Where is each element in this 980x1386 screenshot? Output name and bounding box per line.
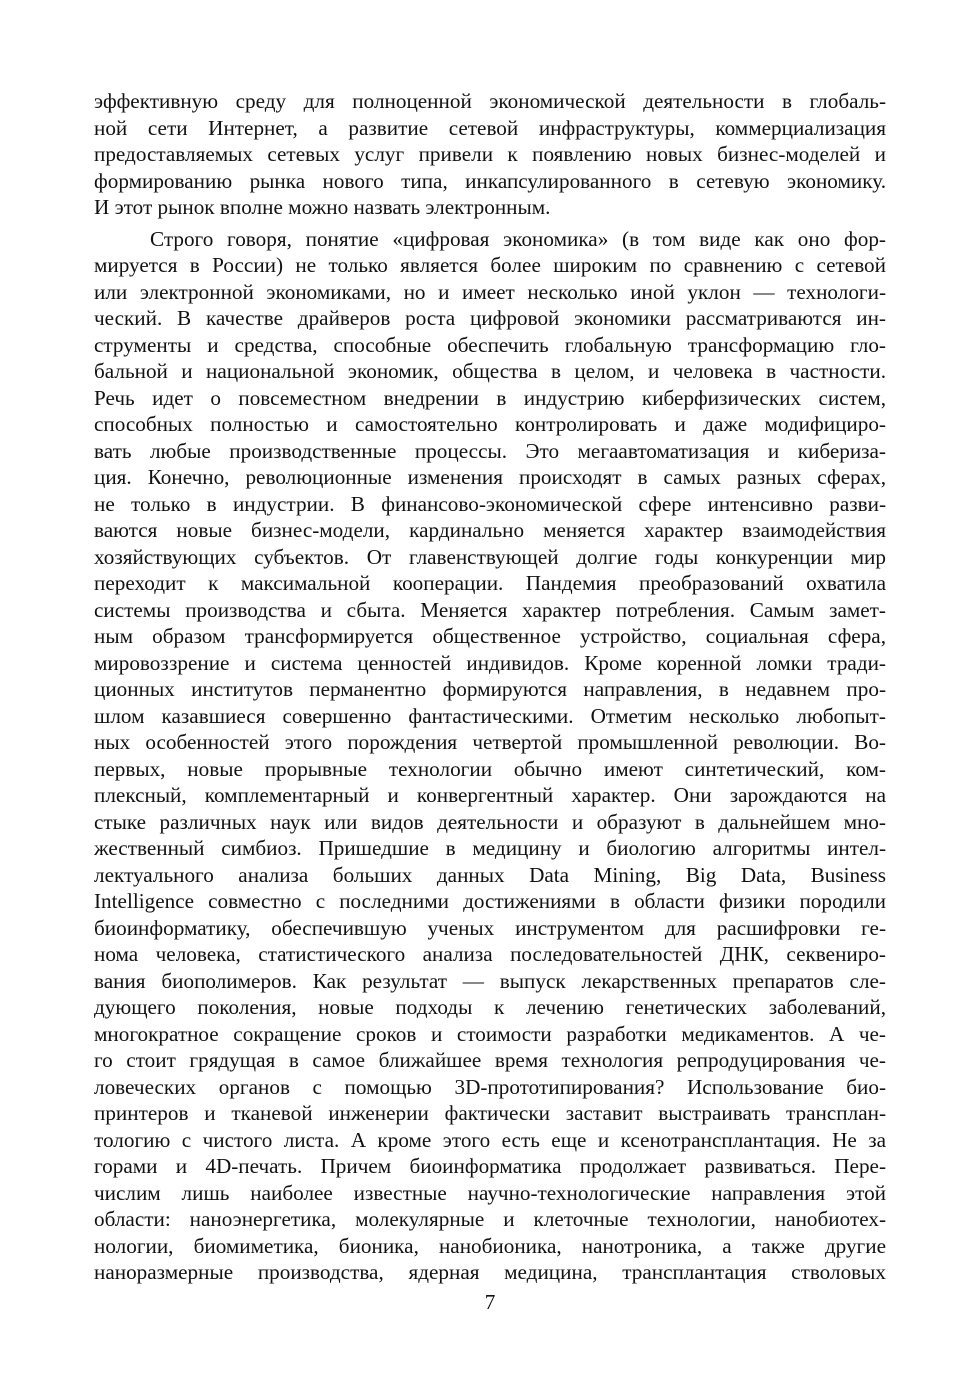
text-line: нологии, биомиметика, бионика, нанобионика, нанотроника, а также другие — [94, 1233, 886, 1258]
text-line: способных полностью и самостоятельно контролировать и даже модифициро- — [94, 412, 886, 436]
text-line: ной сети Интернет, а развитие сетевой инфраструктуры, коммерциализация — [94, 115, 886, 140]
text-line: или электронной экономиками, но и имеет несколько иной уклон — технологи- — [94, 279, 886, 304]
page-number: 7 — [484, 1290, 496, 1314]
text-line: Строго говоря, понятие «цифровая экономика» (в том виде как оно фор- — [150, 226, 886, 251]
text-line: струменты и средства, способные обеспечить глобальную трансформацию гло- — [94, 332, 886, 357]
text-line: системы производства и сбыта. Меняется характер потребления. Самым замет- — [94, 597, 886, 622]
text-line: ческий. В качестве драйверов роста цифровой экономики рассматриваются ин- — [94, 306, 886, 330]
text-line: ловеческих органов с помощью 3D-прототипирования? Использование био- — [94, 1074, 886, 1099]
text-line: Речь идет о повсеместном внедрении в индустрию киберфизических систем, — [94, 385, 886, 410]
text-line: лектуального анализа больших данных Data Mining, Big Data, Business — [94, 862, 886, 887]
text-line: области: наноэнергетика, молекулярные и клеточные технологии, нанобиотех- — [94, 1207, 886, 1231]
text-line: вать любые производственные процессы. Это мегаавтоматизация и киберизa- — [94, 438, 886, 463]
text-line: ваются новые бизнес-модели, кардинально меняется характер взаимодействия — [94, 518, 886, 542]
text-line: ция. Конечно, революционные изменения происходят в самых разных сферах, — [94, 465, 886, 489]
text-line: стыке различных наук или видов деятельности и образуют в дальнейшем мно- — [94, 809, 886, 834]
text-line: Intelligence совместно с последними достижениями в области физики породили — [94, 889, 886, 913]
paragraph-2 — [94, 226, 886, 1286]
text-line: И этот рынок вполне можно назвать электронным. — [94, 195, 551, 219]
text-line: переходит к максимальной кооперации. Пандемия преобразований охватила — [94, 571, 886, 595]
text-line: ционных институтов перманентно формируются направления, в недавнем про- — [94, 677, 886, 701]
text-line: предоставляемых сетевых услуг привели к появлению новых бизнес-моделей и — [94, 142, 886, 166]
text-line: шлом казавшиеся совершенно фантастическими. Отметим несколько любопыт- — [94, 703, 886, 728]
text-line: хозяйствующих субъектов. От главенствующей долгие годы конкуренции мир — [94, 544, 886, 569]
text-line: первых, новые прорывные технологии обычно имеют синтетический, ком- — [94, 756, 886, 781]
text-line: биоинформатику, обеспечившую ученых инструментом для расшифровки ге- — [94, 915, 886, 940]
text-line: эффективную среду для полноценной экономической деятельности в глобаль- — [94, 89, 886, 113]
text-line: формированию рынка нового типа, инкапсулированного в сетевую экономику. — [94, 168, 886, 193]
text-line: не только в индустрии. В финансово-экономической сфере интенсивно разви- — [94, 491, 886, 516]
text-line: мировоззрение и система ценностей индивидов. Кроме коренной ломки тради- — [94, 650, 886, 675]
text-line: го стоит грядущая в самое ближайшее время технология репродуцирования че- — [94, 1048, 886, 1072]
text-line: наноразмерные производства, ядерная медицина, трансплантация стволовых — [94, 1260, 886, 1284]
text-line: принтеров и тканевой инженерии фактически заставит выстраивать трансплан- — [94, 1101, 886, 1125]
text-line: горами и 4D-печать. Причем биоинформатика продолжает развиваться. Пере- — [94, 1154, 886, 1178]
text-line: жественный симбиоз. Пришедшие в медицину и биологию алгоритмы интел- — [94, 836, 886, 860]
text-line: вания биополимеров. Как результат — выпуск лекарственных препаратов сле- — [94, 968, 886, 993]
text-line: мируется в России) не только является более широким по сравнению с сетевой — [94, 253, 886, 277]
text-line: тологию с чистого листа. А кроме этого есть еще и ксенотрансплантация. Не за — [94, 1127, 886, 1152]
body-text — [94, 88, 886, 1286]
text-line: нома человека, статистического анализа последовательностей ДНК, секвениро- — [94, 942, 886, 966]
text-line: ных особенностей этого порождения четвертой промышленной революции. Во- — [94, 730, 886, 754]
text-line: дующего поколения, новые подходы к лечению генетических заболеваний, — [94, 995, 886, 1019]
text-line: плексный, комплементарный и конвергентный характер. Они зарождаются на — [94, 783, 886, 807]
text-line: многократное сокращение сроков и стоимости разработки медикаментов. А че- — [94, 1021, 886, 1046]
paragraph-1 — [94, 88, 886, 221]
text-line: числим лишь наиболее известные научно-технологические направления этой — [94, 1180, 886, 1205]
text-line: ным образом трансформируется общественное устройство, социальная сфера, — [94, 624, 886, 648]
text-line: бальной и национальной экономик, общества в целом, и человека в частности. — [94, 359, 886, 383]
